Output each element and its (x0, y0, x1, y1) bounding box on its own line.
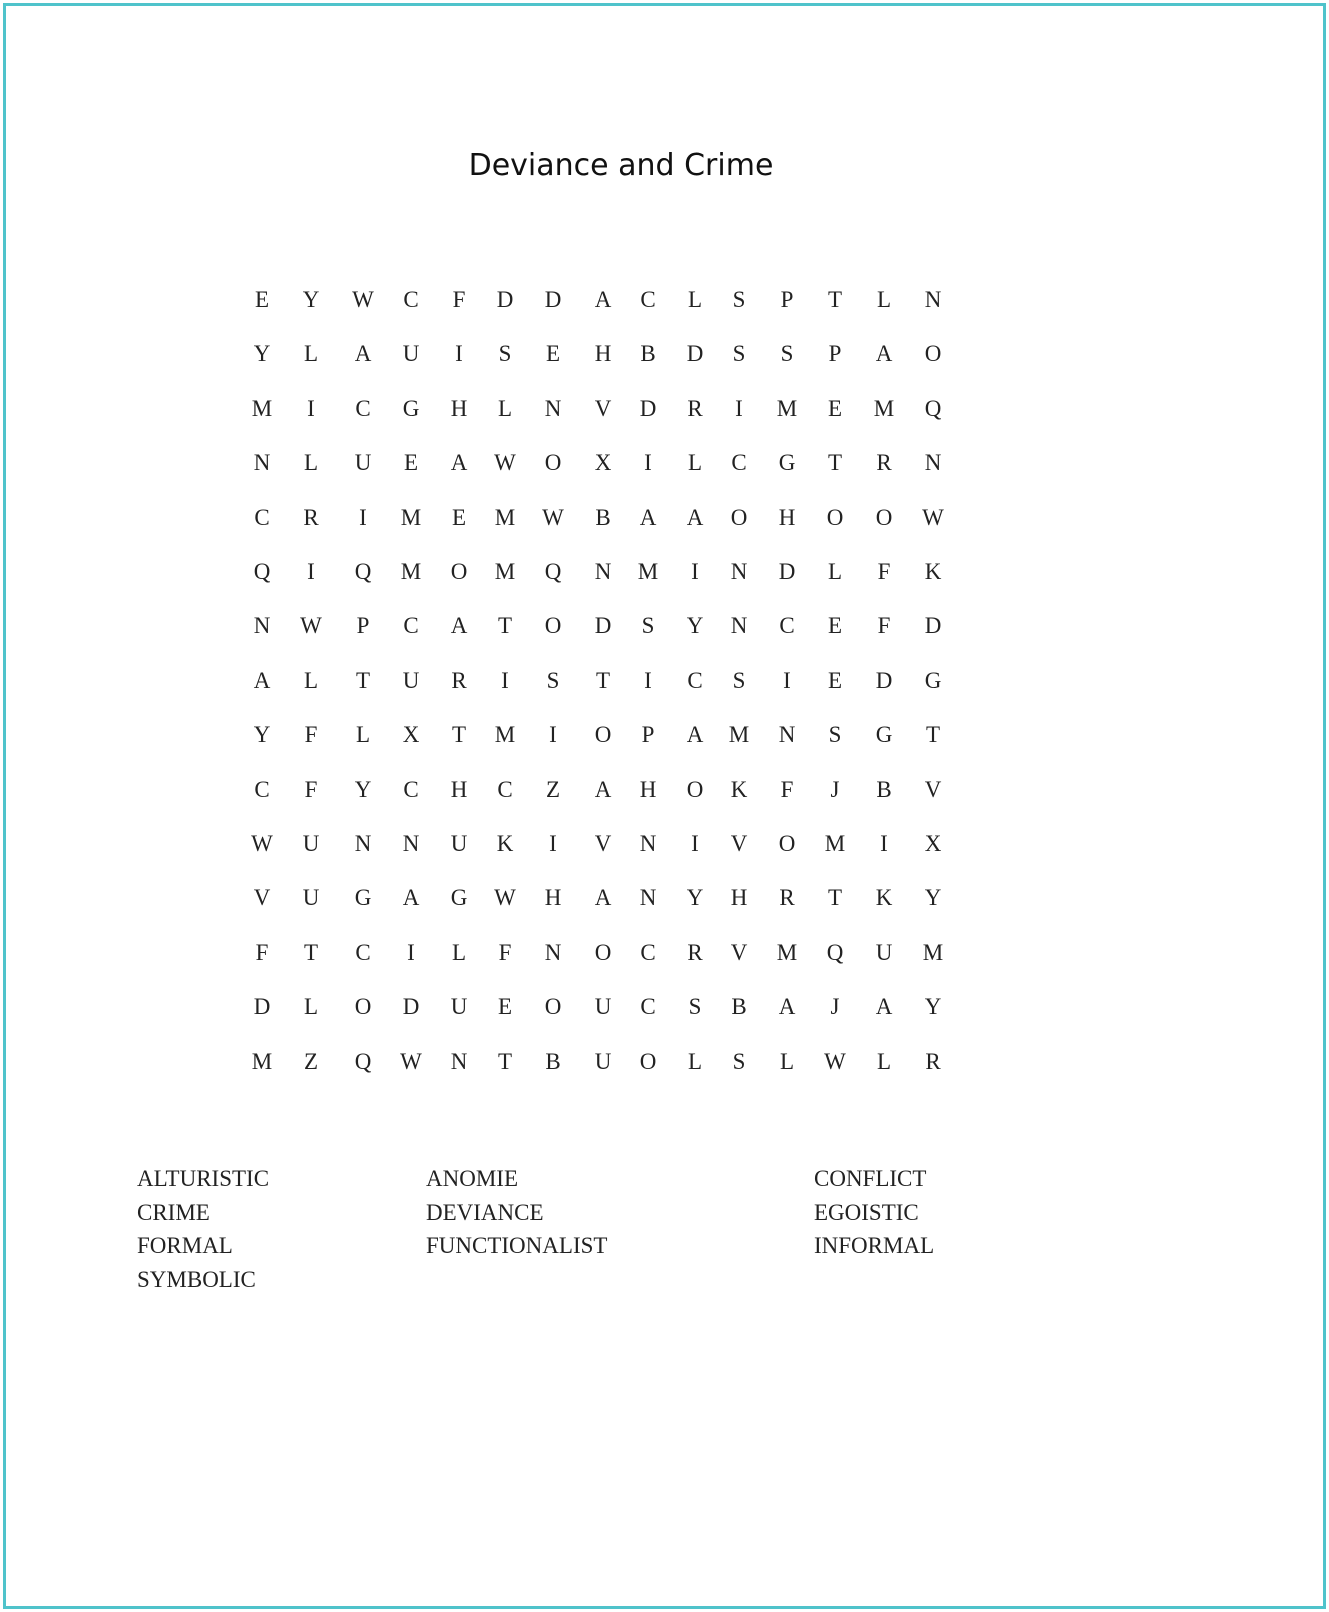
grid-letter: W (494, 885, 516, 911)
grid-letter: U (450, 831, 468, 856)
grid-letter: Q (924, 395, 942, 421)
grid-letter: O (544, 450, 562, 476)
grid-letter: X (924, 831, 942, 856)
grid-letter: U (594, 994, 612, 1020)
grid-letter: S (641, 613, 655, 639)
grid-letter: F (877, 613, 891, 639)
grid-letter: N (402, 831, 420, 856)
grid-letter: I (407, 939, 415, 965)
grid-letter: U (302, 831, 320, 856)
grid-letter: N (924, 287, 942, 312)
grid-letter: R (925, 1048, 941, 1074)
grid-letter: U (594, 1048, 612, 1074)
grid-letter: I (644, 667, 652, 693)
grid-letter: W (352, 287, 374, 312)
grid-letter: U (354, 450, 372, 476)
grid-letter: F (498, 939, 512, 965)
grid-letter: X (402, 722, 420, 748)
grid-letter: M (494, 559, 516, 584)
grid-letter: C (254, 776, 270, 802)
grid-letter: W (300, 613, 322, 639)
grid-letter: L (779, 1048, 795, 1074)
grid-letter: I (307, 559, 315, 584)
grid-letter: E (827, 613, 843, 639)
grid-letter: A (450, 450, 468, 476)
word-list-item: INFORMAL (814, 1233, 935, 1259)
grid-letter: N (730, 613, 748, 639)
grid-letter: B (545, 1048, 561, 1074)
grid-letter: M (776, 395, 798, 421)
grid-letter: G (450, 885, 468, 911)
grid-letter: A (686, 722, 704, 748)
grid-letter: S (732, 341, 746, 367)
word-list-item: CONFLICT (814, 1166, 927, 1191)
grid-letter: V (594, 831, 612, 856)
grid-letter: A (686, 504, 704, 530)
grid-letter: Z (303, 1048, 319, 1074)
grid-letter: T (497, 1048, 513, 1074)
grid-letter: P (356, 613, 370, 639)
grid-letter: O (594, 722, 612, 748)
grid-letter: D (594, 613, 612, 639)
grid-letter: A (450, 613, 468, 639)
grid-letter: N (253, 450, 271, 476)
grid-letter: D (253, 994, 271, 1020)
grid-letter: E (827, 667, 843, 693)
grid-letter: I (455, 341, 463, 367)
grid-letter: A (875, 994, 893, 1020)
grid-letter: M (728, 722, 750, 748)
grid-letter: K (496, 831, 514, 856)
word-list-item: EGOISTIC (814, 1199, 919, 1225)
grid-letter: E (497, 994, 513, 1020)
grid-letter: O (450, 559, 468, 584)
grid-letter: G (924, 667, 942, 693)
grid-letter: R (687, 395, 703, 421)
grid-letter: V (730, 939, 748, 965)
grid-letter: P (641, 722, 655, 748)
grid-letter: L (303, 450, 319, 476)
grid-letter: N (544, 395, 562, 421)
grid-letter: C (497, 776, 513, 802)
grid-letter: F (780, 776, 794, 802)
grid-letter: O (594, 939, 612, 965)
word-list-item: ANOMIE (426, 1166, 518, 1191)
grid-letter: C (355, 939, 371, 965)
grid-letter: T (451, 722, 467, 748)
grid-letter: Y (686, 613, 704, 639)
grid-letter: T (827, 287, 843, 312)
grid-letter: M (637, 559, 659, 584)
grid-letter: L (687, 287, 703, 312)
grid-letter: A (594, 287, 612, 312)
grid-letter: E (403, 450, 419, 476)
grid-letter: L (355, 722, 371, 748)
grid-letter: O (875, 504, 893, 530)
grid-letter: U (402, 667, 420, 693)
grid-letter: R (303, 504, 319, 530)
grid-letter: H (730, 885, 748, 911)
grid-letter: L (451, 939, 467, 965)
grid-letter: C (403, 287, 419, 312)
grid-letter: I (549, 722, 557, 748)
page-title: Deviance and Crime (468, 148, 774, 183)
grid-letter: E (451, 504, 467, 530)
grid-letter: D (544, 287, 562, 312)
grid-letter: Q (354, 1048, 372, 1074)
grid-letter: S (688, 994, 702, 1020)
grid-letter: N (544, 939, 562, 965)
grid-letter: S (498, 341, 512, 367)
word-list-item: CRIME (137, 1199, 210, 1225)
grid-letter: O (778, 831, 796, 856)
grid-letter: C (254, 504, 270, 530)
grid-letter: Y (253, 722, 271, 748)
grid-letter: M (494, 504, 516, 530)
grid-letter: T (827, 450, 843, 476)
grid-letter: Y (924, 885, 942, 911)
word-list (6, 6, 1323, 1606)
grid-letter: I (501, 667, 509, 693)
grid-letter: I (880, 831, 888, 856)
grid-letter: B (595, 504, 611, 530)
grid-letter: K (875, 885, 893, 911)
grid-letter: Q (826, 939, 844, 965)
grid-letter: C (403, 776, 419, 802)
grid-letter: C (779, 613, 795, 639)
grid-letter: R (687, 939, 703, 965)
grid-letter: B (876, 776, 892, 802)
grid-letter: V (253, 885, 271, 911)
grid-letter: D (639, 395, 657, 421)
grid-letter: T (595, 667, 611, 693)
grid-letter: G (875, 722, 893, 748)
grid-letter: N (354, 831, 372, 856)
grid-letter: H (450, 776, 468, 802)
grid-letter: U (302, 885, 320, 911)
grid-letter: N (730, 559, 748, 584)
grid-letter: S (828, 722, 842, 748)
grid-letter: C (640, 994, 656, 1020)
grid-letter: F (304, 722, 318, 748)
grid-letter: J (830, 776, 840, 802)
grid-letter: K (730, 776, 748, 802)
word-list-item: FUNCTIONALIST (426, 1233, 608, 1259)
grid-letter: M (400, 504, 422, 530)
grid-letter: I (735, 395, 743, 421)
grid-letter: C (687, 667, 703, 693)
grid-letter: I (644, 450, 652, 476)
grid-letter: A (402, 885, 420, 911)
grid-letter: H (639, 776, 657, 802)
grid-letter: G (402, 395, 420, 421)
grid-letter: A (253, 667, 271, 693)
grid-letter: B (731, 994, 747, 1020)
grid-letter: O (924, 341, 942, 367)
grid-letter: V (924, 776, 942, 802)
grid-letter: I (307, 395, 315, 421)
grid-letter: W (251, 831, 273, 856)
grid-letter: L (687, 1048, 703, 1074)
grid-letter: A (639, 504, 657, 530)
grid-letter: M (400, 559, 422, 584)
grid-letter: T (925, 722, 941, 748)
grid-letter: B (640, 341, 656, 367)
grid-letter: M (873, 395, 895, 421)
grid-letter: S (546, 667, 560, 693)
grid-letter: O (639, 1048, 657, 1074)
grid-letter: J (830, 994, 840, 1020)
grid-letter: M (776, 939, 798, 965)
grid-letter: I (691, 831, 699, 856)
grid-letter: T (827, 885, 843, 911)
grid-letter: R (779, 885, 795, 911)
grid-letter: U (402, 341, 420, 367)
grid-letter: C (403, 613, 419, 639)
grid-letter: I (783, 667, 791, 693)
grid-letter: I (691, 559, 699, 584)
grid-letter: D (496, 287, 514, 312)
grid-letter: D (924, 613, 942, 639)
grid-letter: F (304, 776, 318, 802)
grid-letter: P (780, 287, 794, 312)
grid-letter: R (876, 450, 892, 476)
grid-letter: W (400, 1048, 422, 1074)
grid-letter: N (778, 722, 796, 748)
grid-letter: S (732, 667, 746, 693)
grid-letter: L (876, 287, 892, 312)
grid-letter: R (451, 667, 467, 693)
grid-letter: M (494, 722, 516, 748)
word-list-item: ALTURISTIC (137, 1166, 270, 1191)
grid-letter: A (594, 776, 612, 802)
grid-letter: P (828, 341, 842, 367)
grid-letter: M (251, 395, 273, 421)
grid-letter: V (594, 395, 612, 421)
grid-letter: Y (354, 776, 372, 802)
grid-letter: N (924, 450, 942, 476)
grid-letter: L (827, 559, 843, 584)
grid-letter: D (778, 559, 796, 584)
grid-letter: D (875, 667, 893, 693)
word-list-item: SYMBOLIC (137, 1267, 256, 1293)
grid-letter: N (450, 1048, 468, 1074)
grid-letter: S (732, 1048, 746, 1074)
grid-letter: L (303, 341, 319, 367)
grid-letter: E (827, 395, 843, 421)
grid-letter: G (778, 450, 796, 476)
grid-letter: U (875, 939, 893, 965)
grid-letter: X (594, 450, 612, 476)
grid-letter: H (544, 885, 562, 911)
grid-letter: T (355, 667, 371, 693)
word-list-item: FORMAL (137, 1233, 233, 1259)
grid-letter: I (359, 504, 367, 530)
grid-letter: L (303, 667, 319, 693)
grid-letter: D (686, 341, 704, 367)
grid-letter: Z (545, 776, 561, 802)
grid-letter: D (402, 994, 420, 1020)
grid-letter: U (450, 994, 468, 1020)
grid-letter: M (251, 1048, 273, 1074)
grid-letter: F (452, 287, 466, 312)
grid-letter: C (640, 287, 656, 312)
grid-letter: Y (253, 341, 271, 367)
grid-letter: S (780, 341, 794, 367)
grid-letter: M (922, 939, 944, 965)
grid-letter: A (778, 994, 796, 1020)
grid-letter: N (639, 885, 657, 911)
grid-letter: H (778, 504, 796, 530)
grid-letter: F (877, 559, 891, 584)
grid-letter: K (924, 559, 942, 584)
grid-letter: O (544, 994, 562, 1020)
grid-letter: A (875, 341, 893, 367)
grid-letter: N (253, 613, 271, 639)
grid-letter: H (594, 341, 612, 367)
grid-letter: E (545, 341, 561, 367)
grid-letter: W (542, 504, 564, 530)
grid-letter: C (640, 939, 656, 965)
grid-letter: W (494, 450, 516, 476)
grid-letter: O (544, 613, 562, 639)
grid-letter: C (355, 395, 371, 421)
grid-letter: H (450, 395, 468, 421)
grid-letter: C (731, 450, 747, 476)
grid-letter: Y (686, 885, 704, 911)
grid-letter: Q (354, 559, 372, 584)
grid-letter: S (732, 287, 746, 312)
grid-letter: I (549, 831, 557, 856)
grid-letter: Y (924, 994, 942, 1020)
grid-letter: Q (253, 559, 271, 584)
grid-letter: A (354, 341, 372, 367)
worksheet-page (3, 3, 1326, 1609)
grid-letter: N (639, 831, 657, 856)
grid-letter: L (303, 994, 319, 1020)
grid-letter: Y (302, 287, 320, 312)
grid-letter: O (686, 776, 704, 802)
grid-letter: O (826, 504, 844, 530)
grid-letter: G (354, 885, 372, 911)
grid-letter: L (876, 1048, 892, 1074)
grid-letter: O (730, 504, 748, 530)
grid-letter: W (922, 504, 944, 530)
grid-letter: E (254, 287, 270, 312)
grid-letter: W (824, 1048, 846, 1074)
grid-letter: N (594, 559, 612, 584)
grid-letter: Q (544, 559, 562, 584)
grid-letter: F (255, 939, 269, 965)
grid-letter: T (497, 613, 513, 639)
grid-letter: M (824, 831, 846, 856)
word-list-item: DEVIANCE (426, 1199, 544, 1225)
grid-letter: T (303, 939, 319, 965)
grid-letter: L (497, 395, 513, 421)
grid-letter: L (687, 450, 703, 476)
grid-letter: O (354, 994, 372, 1020)
grid-letter: V (730, 831, 748, 856)
grid-letter: A (594, 885, 612, 911)
